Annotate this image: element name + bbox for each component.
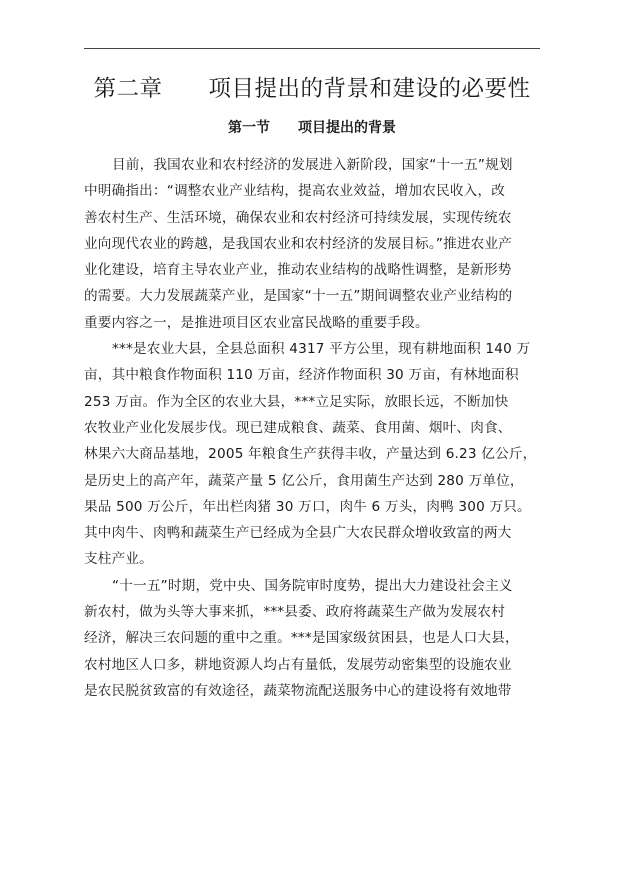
paragraph-2-line: 是历史上的高产年，蔬菜产量 5 亿公斤，食用菌生产达到 280 万单位，	[84, 472, 524, 489]
paragraph-2-line: 亩，其中粮食作物面积 110 万亩，经济作物面积 30 万亩，有林地面积	[84, 367, 519, 384]
section-heading	[84, 116, 540, 140]
body-text	[84, 152, 540, 704]
paragraph-1-line: 善农村生产、生活环境，确保农业和农村经济可持续发展，实现传统农	[84, 209, 512, 226]
paragraph-2-line: 林果六大商品基地，2005 年粮食生产获得丰收，产量达到 6.23 亿公斤，	[84, 446, 537, 463]
paragraph-2-line: 果品 500 万公斤，年出栏肉猪 30 万口，肉牛 6 万头，肉鸭 300 万只。	[84, 498, 531, 515]
paragraph-3-line: “十一五”时期，党中央、国务院审时度势，提出大力建设社会主义	[112, 577, 513, 594]
paragraph-3-line: 经济，解决三农问题的重中之重。***是国家级贫困县，也是人口大县，	[84, 630, 519, 647]
paragraph-2-line: 支柱产业。	[84, 551, 153, 568]
paragraph-2-line: ***是农业大县，全县总面积 4317 平方公里，现有耕地面积 140 万	[112, 341, 531, 358]
chapter-number: 第二章	[93, 76, 163, 102]
header-rule	[84, 48, 540, 49]
paragraph-2-line: 其中肉牛、肉鸭和蔬菜生产已经成为全县广大农民群众增收致富的两大	[84, 525, 512, 542]
section-number: 第一节	[228, 120, 270, 136]
chapter-title: 项目提出的背景和建设的必要性	[208, 76, 531, 102]
paragraph-2-line: 农牧业产业化发展步伐。现已建成粮食、蔬菜、食用菌、烟叶、肉食、	[84, 419, 512, 436]
paragraph-3-line: 农村地区人口多，耕地资源人均占有量低，发展劳动密集型的设施农业	[84, 656, 512, 673]
paragraph-1-line: 重要内容之一，是推进项目区农业富民战略的重要手段。	[84, 314, 429, 331]
paragraph-3-line: 是农民脱贫致富的有效途径，蔬菜物流配送服务中心的建设将有效地带	[84, 682, 512, 699]
paragraph-1-line: 业化建设，培育主导农业产业，推动农业结构的战略性调整，是新形势	[84, 262, 512, 279]
paragraph-2-line: 253 万亩。作为全区的农业大县，***立足实际，放眼长远，不断加快	[84, 393, 509, 410]
section-title: 项目提出的背景	[298, 120, 396, 136]
paragraph-1-line: 业向现代农业的跨越，是我国农业和农村经济的发展目标。”推进农业产	[84, 235, 513, 252]
paragraph-3-line: 新农村，做为头等大事来抓，***县委、政府将蔬菜生产做为发展农村	[84, 604, 506, 621]
paragraph-1-line: 中明确指出：“调整农业产业结构，提高农业效益，增加农民收入，改	[84, 183, 506, 200]
chapter-heading	[84, 72, 540, 106]
paragraph-1-line: 目前，我国农业和农村经济的发展进入新阶段，国家“十一五”规划	[112, 157, 513, 173]
paragraph-1-line: 的需要。大力发展蔬菜产业，是国家“十一五”期间调整农业产业结构的	[84, 288, 513, 305]
